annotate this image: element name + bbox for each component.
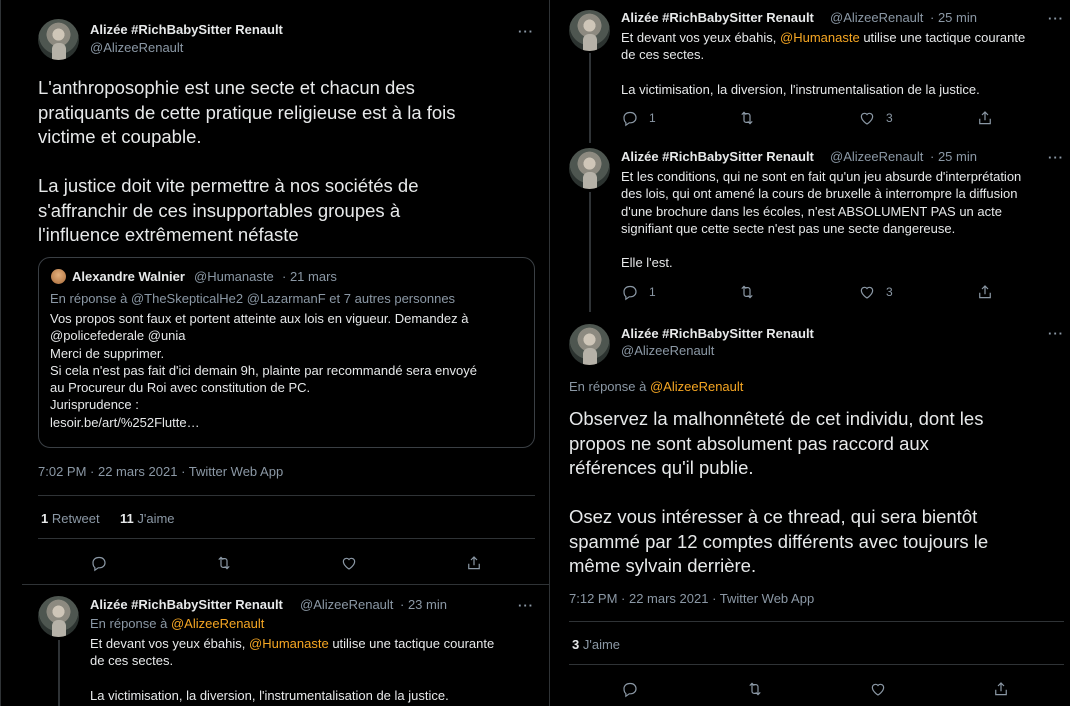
- like-count: 3: [886, 111, 893, 125]
- tweet-time[interactable]: · 23 min: [400, 597, 447, 612]
- text-part: de ces sectes.: [621, 47, 705, 63]
- retweet-stats[interactable]: [41, 511, 100, 526]
- tweet-time[interactable]: · 25 min: [930, 10, 977, 25]
- author-handle[interactable]: @AlizeeRenault: [621, 343, 715, 358]
- more-icon[interactable]: ···: [1048, 326, 1064, 341]
- retweet-icon[interactable]: [738, 283, 756, 301]
- reply-prefix: En réponse à: [569, 379, 647, 394]
- like-label: J'aime: [137, 511, 175, 526]
- like-icon[interactable]: [858, 283, 876, 301]
- reply-icon[interactable]: [90, 554, 108, 572]
- more-icon[interactable]: ···: [1048, 11, 1064, 26]
- share-icon[interactable]: [465, 554, 483, 572]
- author-handle[interactable]: @AlizeeRenault: [300, 597, 394, 612]
- avatar[interactable]: [569, 10, 610, 51]
- quoted-tweet[interactable]: [38, 257, 535, 448]
- tweet-text: Observez la malhonnêteté de cet individu, dont les propos ne sont absolument pas raccord aux références qu'il publie. Osez vous intéresser à ce thread, qui sera bientôt spammé par 12 comptes différents avec toujours le même sylvain derrière.: [569, 408, 989, 576]
- tweet-timestamp[interactable]: 7:02 PM · 22 mars 2021 · Twitter Web App: [38, 464, 284, 479]
- share-icon[interactable]: [976, 109, 994, 127]
- quote-reply-to: En réponse à @TheSkepticalHe2 @LazarmanF et 7 autres personnes: [50, 291, 456, 306]
- author-name[interactable]: Alizée #RichBabySitter Renault: [621, 149, 814, 164]
- reply-count: 1: [649, 111, 656, 125]
- retweet-icon[interactable]: [738, 109, 756, 127]
- mention-link[interactable]: @Humanaste: [780, 30, 860, 45]
- author-name[interactable]: Alizée #RichBabySitter Renault: [621, 10, 814, 25]
- tweet-text: [621, 29, 1061, 98]
- right-panel: [562, 0, 1070, 706]
- like-stats[interactable]: [120, 511, 175, 526]
- tweet-text: L'anthroposophie est une secte et chacun des pratiquants de cette pratique religieuse est à la fois victime et coupable. La justice doit vite permettre à nos sociétés de s'affranchir de ces insupportables groupes à l'influence extrêmement néfaste: [38, 77, 456, 245]
- text-part: Et devant vos yeux ébahis,: [621, 30, 777, 45]
- tweet-timestamp[interactable]: 7:12 PM · 22 mars 2021 · Twitter Web App: [569, 591, 815, 606]
- tweet-text: Et les conditions, qui ne sont en fait qu'un jeu absurde d'interprétation des lois, qui ont amené la cours de bruxelle à interrompre la diffusion d'une brochure dans les écoles, n'est ABSOLUMENT PAS un acte signifiant que cette secte n'est pas une secte dangereuse. Elle l'est.: [621, 169, 1022, 271]
- reply-to: [569, 379, 743, 394]
- author-name[interactable]: Alizée #RichBabySitter Renault: [90, 597, 283, 612]
- reply-mention[interactable]: @AlizeeRenault: [649, 379, 744, 394]
- reply-count: 1: [649, 285, 656, 299]
- like-icon[interactable]: [869, 680, 887, 698]
- author-handle[interactable]: @AlizeeRenault: [830, 10, 924, 25]
- like-count: 3: [886, 285, 893, 299]
- author-name[interactable]: Alizée #RichBabySitter Renault: [90, 22, 283, 37]
- like-count: 11: [120, 511, 134, 526]
- mention-link[interactable]: @Humanaste: [249, 636, 329, 651]
- quote-avatar: [51, 269, 66, 284]
- avatar[interactable]: [38, 19, 79, 60]
- text-part: utilise une tactique courante: [332, 636, 495, 651]
- like-icon[interactable]: [858, 109, 876, 127]
- tweet-time[interactable]: · 25 min: [930, 149, 977, 164]
- reply-icon[interactable]: [621, 109, 639, 127]
- reply-mention[interactable]: @AlizeeRenault: [170, 616, 265, 631]
- like-label: J'aime: [582, 637, 621, 652]
- author-handle[interactable]: @AlizeeRenault: [90, 40, 184, 55]
- reply-icon[interactable]: [621, 680, 639, 698]
- more-icon[interactable]: ···: [518, 598, 534, 613]
- retweet-count: 1: [41, 511, 49, 526]
- retweet-icon[interactable]: [215, 554, 233, 572]
- like-stats[interactable]: [572, 637, 620, 652]
- text-part: La victimisation, la diversion, l'instrumentalisation de la justice.: [90, 687, 449, 703]
- quote-author-name: Alexandre Walnier: [72, 269, 185, 284]
- text-part: Et devant vos yeux ébahis,: [90, 636, 246, 651]
- text-part: La victimisation, la diversion, l'instrumentalisation de la justice.: [621, 81, 980, 97]
- avatar[interactable]: [569, 324, 610, 365]
- reply-to: [90, 616, 264, 631]
- avatar[interactable]: [569, 148, 610, 189]
- more-icon[interactable]: ···: [518, 24, 534, 39]
- reply-prefix: En réponse à: [90, 616, 168, 631]
- share-icon[interactable]: [992, 680, 1010, 698]
- like-count: 3: [572, 637, 580, 652]
- tweet-text: [90, 635, 540, 704]
- share-icon[interactable]: [976, 283, 994, 301]
- reply-icon[interactable]: [621, 283, 639, 301]
- retweet-label: Retweet: [51, 511, 100, 526]
- author-name[interactable]: Alizée #RichBabySitter Renault: [621, 326, 814, 341]
- quote-author-handle: @Humanaste: [194, 269, 274, 284]
- retweet-icon[interactable]: [746, 680, 764, 698]
- quote-time: · 21 mars: [282, 269, 337, 284]
- more-icon[interactable]: ···: [1048, 150, 1064, 165]
- author-handle[interactable]: @AlizeeRenault: [830, 149, 924, 164]
- like-icon[interactable]: [340, 554, 358, 572]
- avatar[interactable]: [38, 596, 79, 637]
- text-part: de ces sectes.: [90, 653, 174, 669]
- text-part: utilise une tactique courante: [863, 30, 1026, 45]
- quote-text: Vos propos sont faux et portent atteinte aux lois en vigueur. Demandez à @policefederale @unia Merci de supprimer. Si cela n'est pas fait d'ici demain 9h, plainte par recommandé sera envoyé au Procureur du Roi avec constitution de PC. Jurisprudence : lesoir.be/art/%252Flutte…: [50, 311, 477, 430]
